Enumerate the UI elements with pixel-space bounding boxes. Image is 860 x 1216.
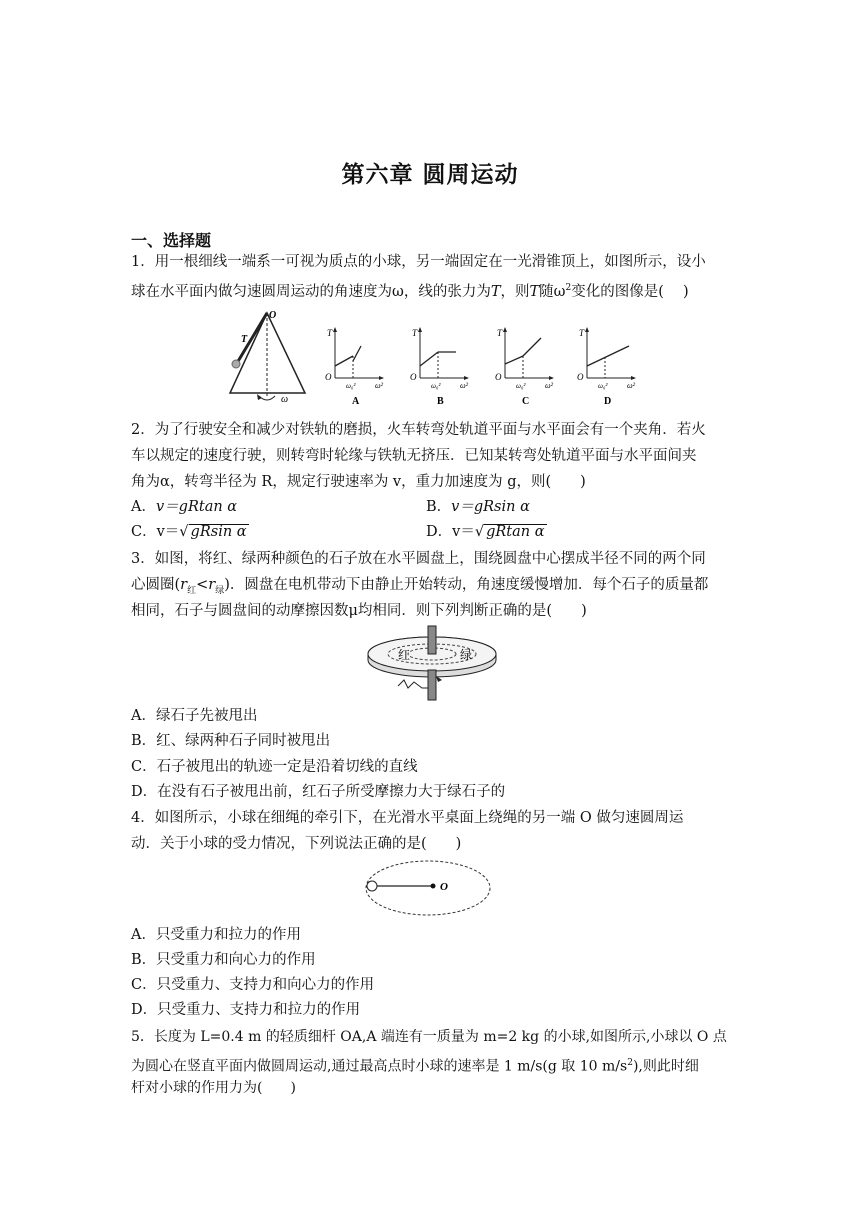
q4-option-d: D．只受重力、支持力和拉力的作用 — [131, 1002, 361, 1018]
svg-text:C: C — [522, 396, 530, 407]
q5-line-2: 为圆心在竖直平面内做圆周运动,通过最高点时小球的速率是 1 m/s(g 取 10 $m/s^2$),则此时细 — [131, 1058, 699, 1075]
q1-line-2: 球在水平面内做匀速圆周运动的角速度为ω，线的张力为T，则T随$\omega^2$变化的图像是( ) — [131, 283, 689, 300]
q2-option-b: B．v＝gRsin α — [426, 499, 530, 515]
svg-text:T: T — [497, 328, 503, 338]
svg-text:D: D — [604, 396, 612, 407]
svg-text:O: O — [577, 372, 584, 382]
svg-text:O: O — [410, 372, 417, 382]
ball-icon — [367, 881, 377, 891]
q3-figure — [362, 620, 502, 706]
svg-text:T: T — [412, 328, 418, 338]
q2-line-2: 车以规定的速度行驶，则转弯时轮缘与铁轨无挤压．已知某转弯处轨道平面与水平面间夹 — [131, 448, 697, 464]
svg-text:O: O — [269, 310, 277, 321]
q5-line-3: 杆对小球的作用力为( ) — [131, 1080, 296, 1096]
svg-text:ω₀²: ω₀² — [516, 382, 526, 390]
svg-text:ω₀²: ω₀² — [431, 382, 441, 390]
q3-option-c: C．石子被甩出的轨迹一定是沿着切线的直线 — [131, 759, 418, 775]
q4-line-1: 4．如图所示，小球在细绳的牵引下，在光滑水平桌面上绕绳的另一端 O 做匀速圆周运 — [131, 810, 684, 826]
q2-option-c: C．v＝√ gRsin α — [131, 524, 247, 540]
q4-line-2: 动．关于小球的受力情况，下列说法正确的是( ) — [131, 836, 462, 852]
graph-d — [577, 327, 636, 407]
svg-text:O: O — [440, 881, 448, 893]
svg-text:O: O — [495, 372, 502, 382]
q4-option-a: A．只受重力和拉力的作用 — [131, 927, 301, 943]
svg-text:B: B — [437, 396, 444, 407]
q4-option-b: B．只受重力和向心力的作用 — [131, 952, 316, 968]
svg-text:O: O — [325, 372, 332, 382]
svg-text:红: 红 — [398, 648, 411, 662]
q3-line-1: 3．如图，将红、绿两种颜色的石子放在水平圆盘上，围绕圆盘中心摆成半径不同的两个同 — [131, 551, 706, 567]
svg-text:T: T — [241, 334, 248, 345]
q4-figure — [362, 858, 494, 918]
svg-text:A: A — [352, 396, 360, 407]
q3-option-b: B．红、绿两种石子同时被甩出 — [131, 733, 331, 749]
graph-b — [410, 327, 469, 407]
q5-line-1: 5．长度为 L=0.4 m 的轻质细杆 OA,A 端连有一质量为 m=2 kg 的小球,如图所示,小球以 O 点 — [131, 1029, 727, 1045]
svg-text:绿: 绿 — [460, 648, 473, 662]
ball-icon — [232, 360, 240, 368]
q2-line-3: 角为α，转弯半径为 R，规定行驶速率为 v，重力加速度为 g，则( ) — [131, 474, 586, 490]
q2-line-1: 2．为了行驶安全和减少对铁轨的磨损，火车转弯处轨道平面与水平面会有一个夹角．若火 — [131, 422, 706, 438]
cone-diagram — [230, 310, 305, 405]
svg-text:ω²: ω² — [627, 381, 636, 390]
page-title: 第六章 圆周运动 — [341, 162, 519, 188]
svg-text:ω: ω — [281, 394, 289, 405]
q1-line-1: 1．用一根细线一端系一可视为质点的小球，另一端固定在一光滑锥顶上，如图所示，设小 — [131, 254, 706, 270]
q3-line-3: 相同，石子与圆盘间的动摩擦因数μ均相同．则下列判断正确的是( ) — [131, 603, 587, 619]
q2-option-a: A．v＝gRtan α — [131, 499, 238, 515]
section-heading: 一、选择题 — [131, 231, 212, 250]
svg-text:T: T — [327, 328, 333, 338]
svg-text:ω₀²: ω₀² — [346, 382, 356, 390]
graph-c — [495, 327, 554, 407]
q1-figure — [225, 308, 645, 408]
q4-option-c: C．只受重力、支持力和向心力的作用 — [131, 977, 375, 993]
svg-text:T: T — [579, 328, 585, 338]
svg-text:ω²: ω² — [375, 381, 384, 390]
svg-text:ω₀²: ω₀² — [598, 382, 608, 390]
graph-a — [325, 327, 384, 407]
q2-option-d: D．v＝√ gRtan α — [426, 524, 545, 540]
svg-text:ω²: ω² — [460, 381, 469, 390]
q3-option-a: A．绿石子先被甩出 — [131, 708, 258, 724]
q3-option-d: D．在没有石子被甩出前，红石子所受摩擦力大于绿石子的 — [131, 784, 506, 800]
svg-text:ω²: ω² — [545, 381, 554, 390]
q3-line-2: 心圆圈$(r_红<r_绿)$．圆盘在电机带动下由静止开始转动，角速度缓慢增加．每个石子的质量都 — [131, 577, 709, 596]
